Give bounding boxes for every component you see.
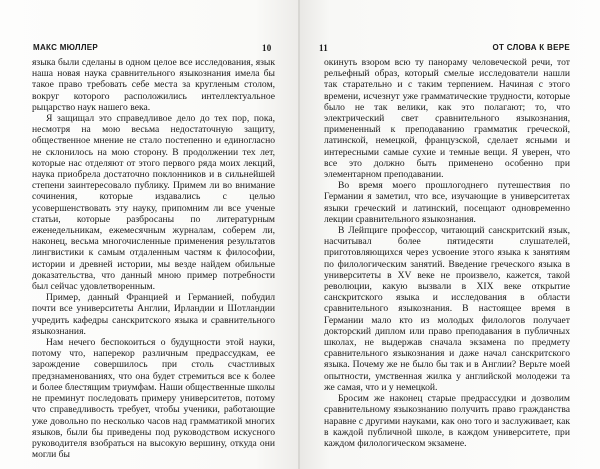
paragraph: окинуть взором всю ту панораму человеческой речи, тот рельефный образ, который смелые исследователи нашли так старательно и с таким терпением. Начиная с этого времени, исчезнут уже грамматические трудности, которые было не так велики, как это полагают; то, что электрический свет сравнительного языкознания, примененный к преподаванию грамматик греческой, латинской, немецкой, французской, сделает ясными и интересными самые сухие и темные вещи. Я уверен, что все это должно быть применено особенно при элементарном преподавании. <box>324 57 570 181</box>
paragraph: Во время моего прошлогоднего путешествия по Германии я заметил, что все, изучающие в университетах языки греческий и латинский, посещают одновременно лекции сравнительного языкознания. <box>324 180 570 225</box>
page-number-right: 11 <box>319 43 329 53</box>
paragraph: Пример, данный Францией и Германией, побудил почти все университеты Англии, Ирландии и Шотландии учредить кафедры санскритского языка и сравнительного языкознания. <box>32 292 275 337</box>
paragraph: Нам нечего беспокоиться о будущности этой науки, потому что, наперекор различным предрассудкам, ее зарождение совершилось при столь счастливых предзнаменованиях, что она будет стремиться все к более и более блестящим триумфам. Наши общественные школы не преминут последовать примеру университетов, потому что справедливость требует, чтобы ученики, работающие уже довольно по несколько часов над грамматикой многих языков, были бы приведены под руководством искусного руководителя взобраться на высокую вершину, откуда они могли бы <box>32 337 275 461</box>
paragraph: Я защищал это справедливое дело до тех пор, пока, несмотря на мою весьма недостаточную защиту, общественное мнение не стало постепенно и единогласно не склонилось на мою сторону. В продолжении тех лет, которые нас отделяют от этого первого ряда моих лекций, наука приобрела достаточно поклонников и в сильнейшей степени заинтересовало публику. Примем ли во внимание сочинения, которые издавались с целью усовершенствовать эту науку, припомним ли все ученые статьи, которые разбросаны по литературным еженедельникам, ежемесячным журналам, соберем ли, наконец, весьма многочисленные применения результатов лингвистики к самым отдаленным частям к философии, истории и древней истории, мы везде найдем обильные доказательства, что данный мною пример потребности был сейчас удовлетворенным. <box>32 113 275 293</box>
paragraph: Бросим же наконец старые предрассудки и дозволим сравнительному языкознанию получить право гражданства наравне с другими науками, как оно того и заслуживает, как в каждой публичной школе, в каждом университете, при каждом филологическом экзамене. <box>324 393 570 449</box>
paragraph: В Лейпциге профессор, читающий санскритский язык, насчитывал более пятидесяти слушателей, приготовляющихся через усвоение этого языка к занятиям по филологическим занятий. Введение греческого языка в университеты в XV веке не произвело, кажется, такой революции, какую вызвали в XIX веке открытие санскритского языка и исследования в области сравнительного языкознания. В настоящее время в Германии мало кто из молодых филологов получает докторский диплом или право преподавания в публичных школах, не выдержав сначала экзамена по предмету сравнительного языкознания и даже начал санскритского языка. Почему же не было бы так и в Англии? Верьте моей опытности, умственная жилка у английской молодежи та же самая, что и у немецкой. <box>324 225 570 393</box>
running-title-right: ОТ СЛОВА К ВЕРЕ <box>492 43 570 52</box>
running-title-left: МАКС МЮЛЛЕР <box>33 43 99 52</box>
paragraph: языка были сделаны в одном целое все исследования, язык наша новая наука сравнительного языкознания имела бы такое право требовать себе места за кругленым столом, вокруг которого расположились интеллектуальное рыцарство наук нашего века. <box>32 57 275 113</box>
body-text-left <box>32 57 275 460</box>
page-number-left: 10 <box>262 43 272 53</box>
right-page <box>300 0 600 469</box>
body-text-right <box>324 57 570 449</box>
